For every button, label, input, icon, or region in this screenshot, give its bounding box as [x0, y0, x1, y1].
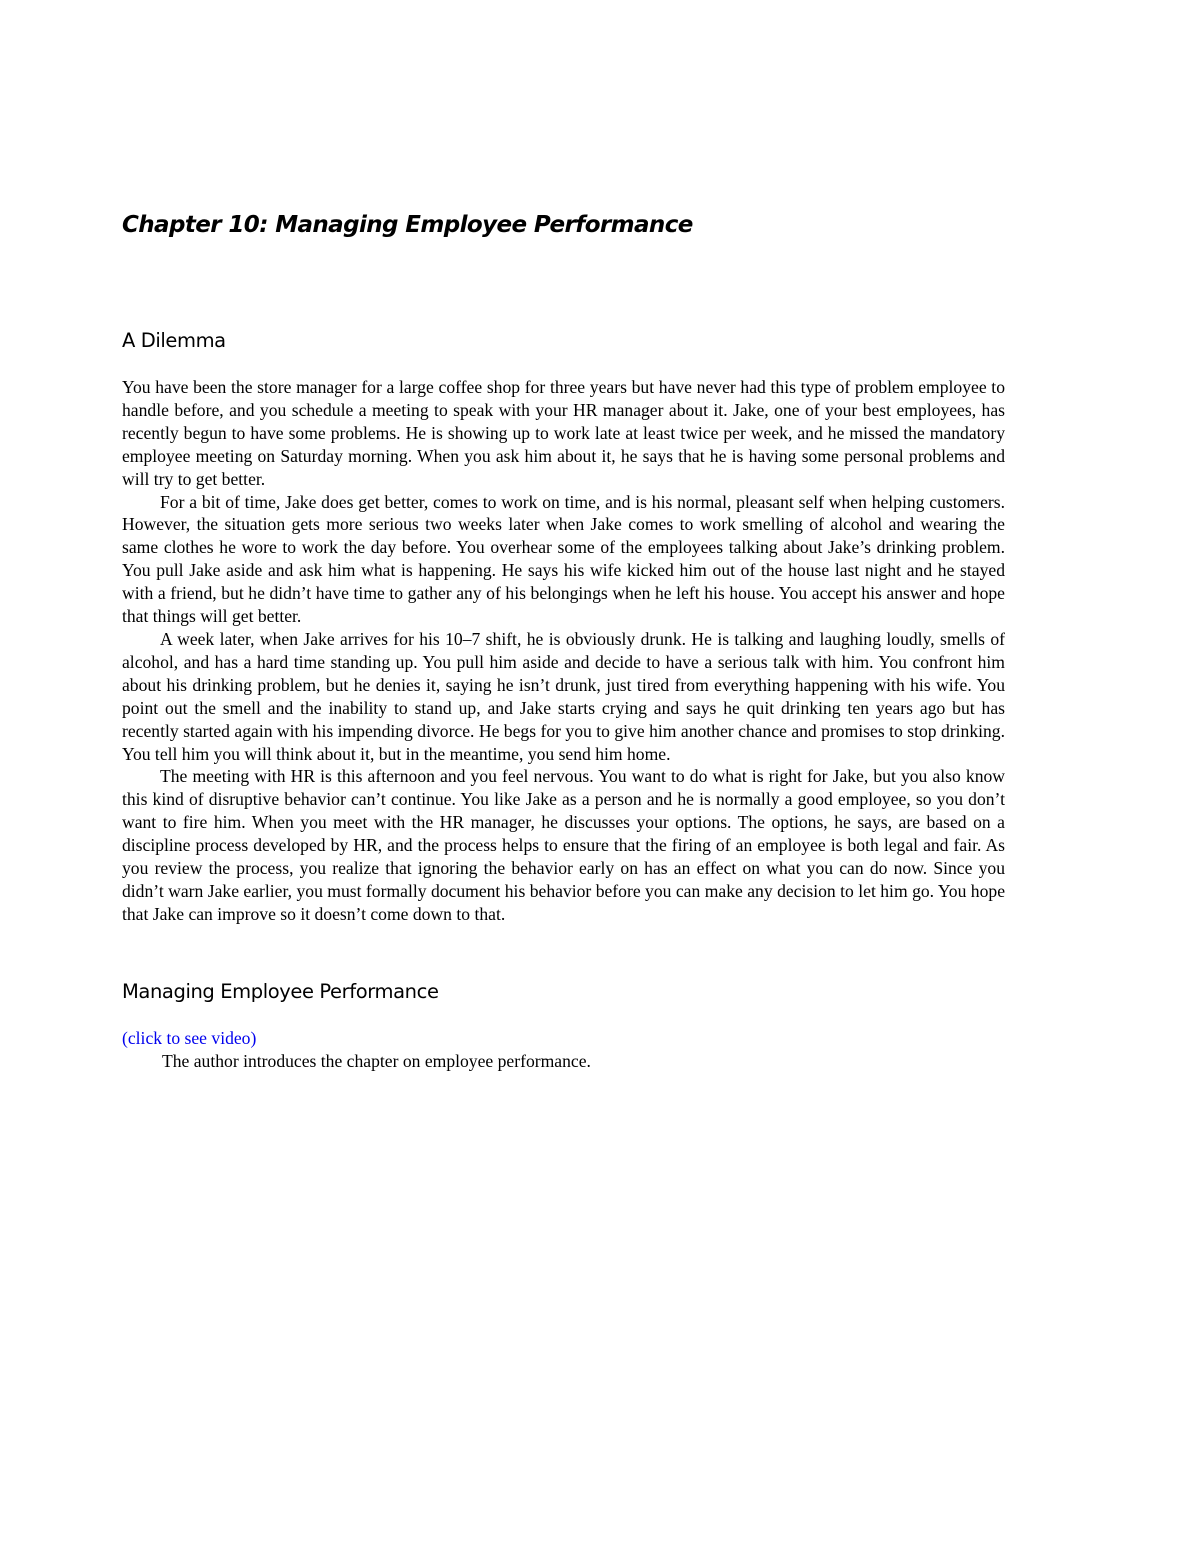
video-description: The author introduces the chapter on employee performance. — [162, 1051, 591, 1071]
video-block — [122, 1027, 1005, 1073]
paragraph-4: The meeting with HR is this afternoon and you feel nervous. You want to do what is right for Jake, but you also know this kind of disruptive behavior can’t continue. You like Jake as a person and he is normally a good employee, so you don’t want to fire him. When you meet with the HR manager, he discusses your options. The options, he says, are based on a discipline process developed by HR, and the process helps to ensure that the firing of an employee is both legal and fair. As you review the process, you realize that ignoring the behavior early on has an effect on what you can do now. Since you didn’t warn Jake earlier, you must formally document his behavior before you can make any decision to let him go. You hope that Jake can improve so it doesn’t come down to that. — [122, 766, 1005, 924]
section-heading-managing-employee-performance: Managing Employee Performance — [122, 980, 439, 1003]
dilemma-heading: A Dilemma — [122, 329, 226, 352]
paragraph-1: You have been the store manager for a large coffee shop for three years but have never had this type of problem employee to handle before, and you schedule a meeting to speak with your HR manager about it. Jake, one of your best employees, has recently begun to have some problems. He is showing up to work late at least twice per week, and he missed the mandatory employee meeting on Saturday morning. When you ask him about it, he says that he is having some personal problems and will try to get better. — [122, 377, 1005, 489]
paragraph-3: A week later, when Jake arrives for his 10–7 shift, he is obviously drunk. He is talking and laughing loudly, smells of alcohol, and has a hard time standing up. You pull him aside and decide to have a serious talk with him. You confront him about his drinking problem, but he denies it, saying he isn’t drunk, just tired from everything happening with his wife. You point out the smell and the inability to stand up, and Jake starts crying and says he quit drinking ten years ago but has recently started again with his impending divorce. He begs for you to give him another chance and promises to stop drinking. You tell him you will think about it, but in the meantime, you send him home. — [122, 628, 1005, 764]
video-link[interactable]: (click to see video) — [122, 1028, 257, 1048]
dilemma-body — [122, 376, 1005, 926]
paragraph-2: For a bit of time, Jake does get better, comes to work on time, and is his normal, pleasant self when helping customers. However, the situation gets more serious two weeks later when Jake comes to work smelling of alcohol and wearing the same clothes he wore to work the day before. You overhear some of the employees talking about Jake’s drinking problem. You pull Jake aside and ask him what is happening. He says his wife kicked him out of the house last night and he stayed with a friend, but he didn’t have time to gather any of his belongings when he left his house. You accept his answer and hope that things will get better. — [122, 491, 1005, 627]
chapter-title: Chapter 10: Managing Employee Performance — [122, 212, 693, 238]
